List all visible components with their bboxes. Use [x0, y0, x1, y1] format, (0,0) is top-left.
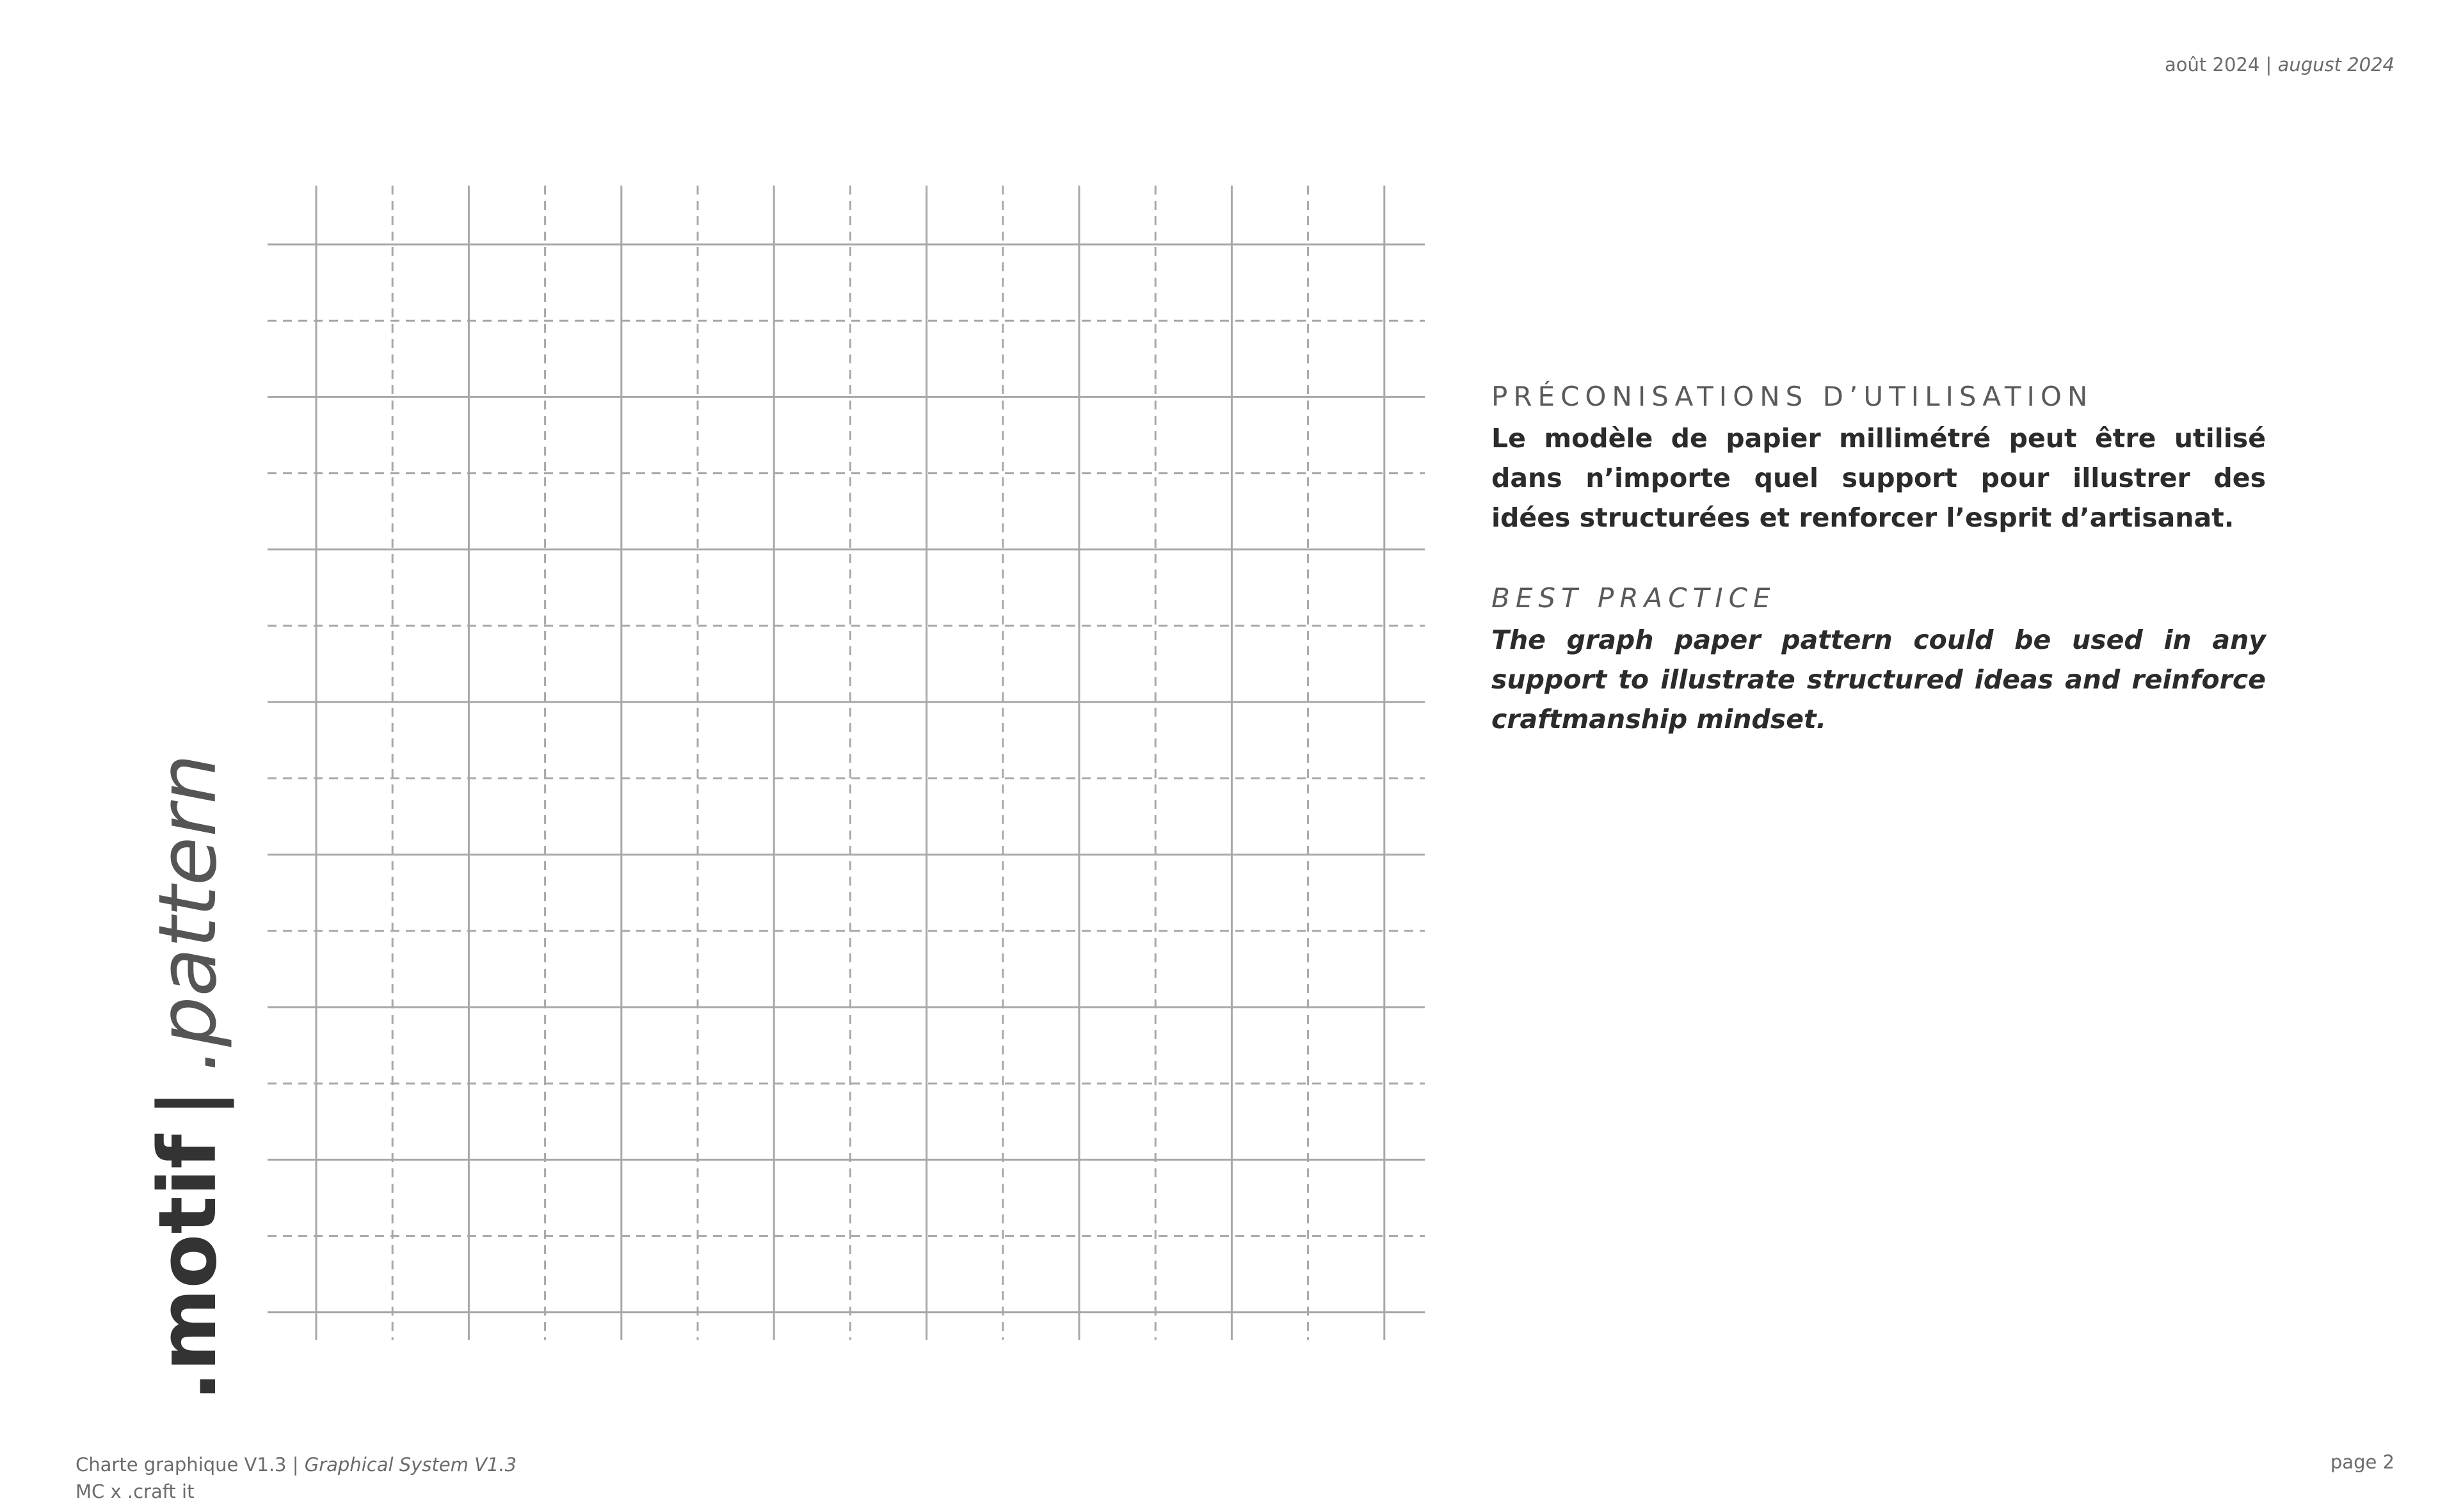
side-title-fr: .motif [142, 1134, 234, 1401]
footer-separator: | [286, 1454, 305, 1476]
footer-credit: MC x .craft it [76, 1481, 195, 1502]
page-number: page 2 [2330, 1451, 2395, 1473]
date-en: august 2024 [2277, 54, 2395, 76]
date-separator: | [2259, 54, 2278, 76]
date-fr: août 2024 [2165, 54, 2260, 76]
header-date [2165, 54, 2395, 76]
heading-fr: PRÉCONISATIONS D’UTILISATION [1491, 381, 2094, 412]
side-title-en: .pattern [142, 754, 234, 1072]
footer-doc-fr: Charte graphique V1.3 [76, 1454, 287, 1476]
usage-guidelines [1491, 381, 2266, 739]
footer-document-info [76, 1451, 517, 1505]
body-en: The graph paper pattern could be used in any support to illustrate structured ideas and reinforce craftmanship mindset. [1491, 625, 2266, 735]
side-title-separator: | [142, 1088, 234, 1118]
graph-paper-pattern [268, 186, 1425, 1340]
footer-doc-line [76, 1451, 517, 1478]
body-fr: Le modèle de papier millimétré peut être utilisé dans n’importe quel support pour illustrer des idées structurées et renforcer l’esprit d’artisanat. [1491, 423, 2266, 533]
footer-doc-en: Graphical System V1.3 [304, 1454, 517, 1476]
heading-en: BEST PRACTICE [1491, 582, 1776, 614]
side-title [142, 754, 234, 1401]
